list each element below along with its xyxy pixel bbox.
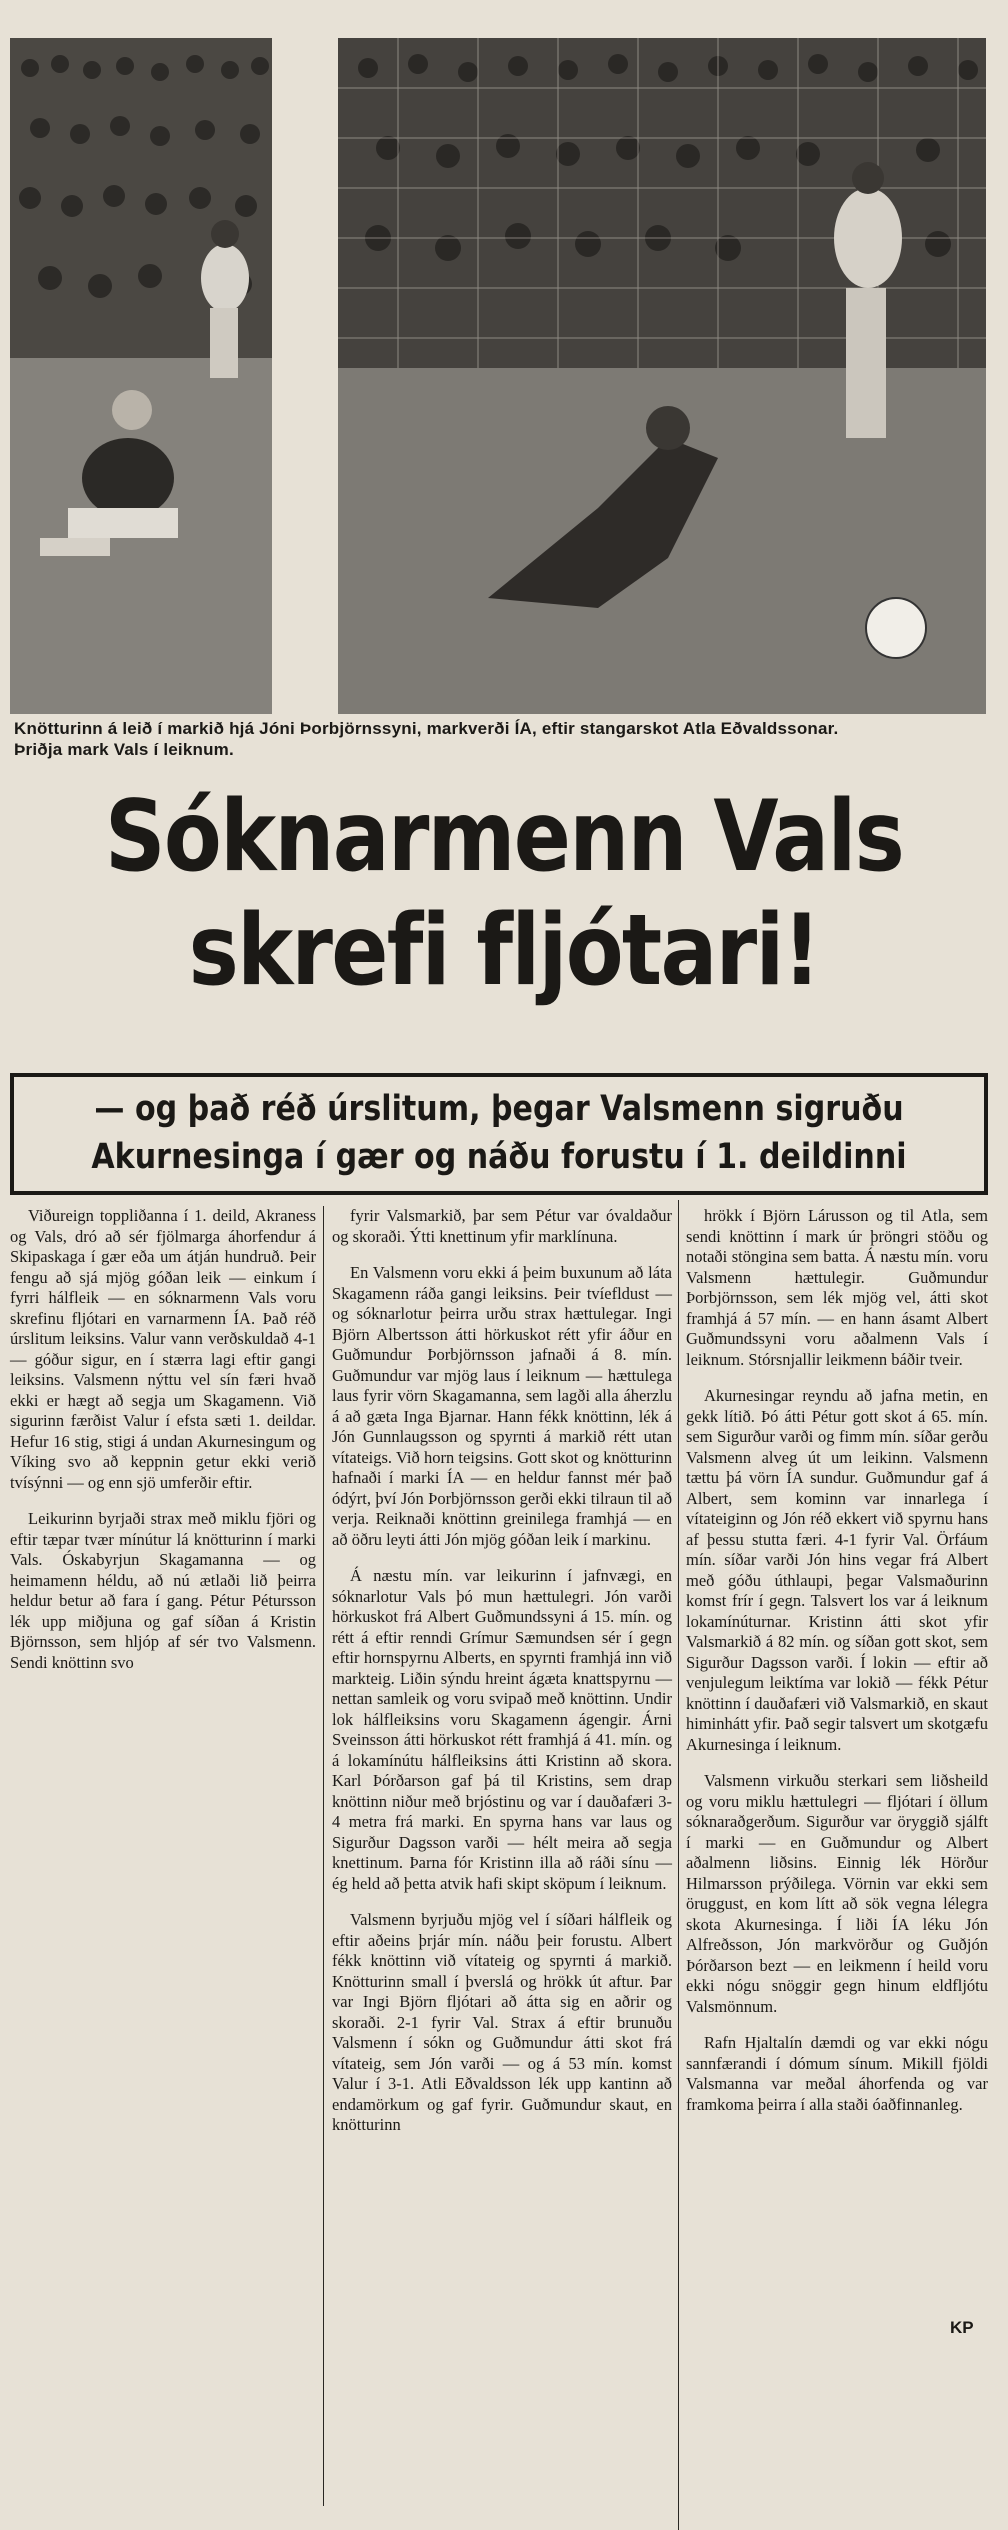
column-divider	[323, 1206, 324, 2506]
match-photo-right	[338, 38, 986, 714]
caption-line-1: Knötturinn á leið í markið hjá Jóni Þorbjörnssyni, markverði ÍA, eftir stangarskot Atla Eðvaldssonar.	[14, 719, 839, 738]
subheadline-line-1: — og það réð úrslitum, þegar Valsmenn sigruðu	[94, 1089, 904, 1129]
caption-line-2: Þriðja mark Vals í leiknum.	[14, 740, 234, 759]
paragraph: En Valsmenn voru ekki á þeim buxunum að láta Skagamenn ráða gangi leiksins. Þeir tvíefldust — og sóknarlotur þeirra urðu strax hættulegar. Ingi Björn Albertsson átti hörkuskot rétt yfir áður en Guðmundur Þorbjörnsson jafnaði á 8. mín. Guðmundur var mjög laus í leiknum — hættulega laus fyrir vörn Skagamanna, sem lagði alla áherzlu á að gæta Inga Bjarnar. Hann fékk knöttinn, lék á Jón Gunnlaugsson og spyrnti á markið rétt utan vítateigs. Við horn teigsins. Gott skot og knötturinn hafnaði í marki ÍA — en heldur fannst mér það ódýrt, því Jón Þorbjörnsson gerði ekki tilraun til að verja. Reiknaði knöttinn greinilega framhjá — en að öðru leyti átti Jón mjög góðan leik í markinu.	[332, 1263, 672, 1549]
photo-caption	[14, 718, 934, 760]
paragraph: Valsmenn virkuðu sterkari sem liðsheild og voru miklu hættulegri — fljótari í öllum sóknaraðgerðum. Sigurður var öryggið sjálft í marki — en Guðmundur og Albert aðalmenn liðsins. Einnig lék Hörður Hilmarsson prýðilega. Vörnin var ekki sem öruggust, en kom lítt að sök vegna lélegra skota Akurnesinga. Í liði ÍA léku Jón Alfreðsson, Jón markvörður og Guðjón Þórðarson bezt — en leikmenn í heild voru ekki nógu snöggir gegn hinum eldfljótu Valsmönnum.	[686, 1771, 988, 2016]
headline-line-2: skrefi fljótari!	[188, 894, 820, 1008]
paragraph: Akurnesingar reyndu að jafna metin, en gekk lítið. Þó átti Pétur gott skot á 65. mín. sem Sigurður varði og fimm mín. síðar gerðu Valsmenn alveg út um leikinn. Valsmenn tættu þá vörn ÍA sundur. Guðmundur gaf á Albert, sem kominn var innarlega í vítateiginn og Jón réð ekkert við spyrnu hans af þessu stutta færi. 4-1 fyrir Val. Örfáum mín. síðar varði Jón hins vegar frá Albert með góðu úthlaupi, þegar Valsmaðurinn komst frír í gegn. Talsvert los var á leiknum lokamínúturnar. Kristinn átti skot yfir Valsmarkið á 82 mín. og síðan gott skot, sem Sigurður Dagsson varði. Í lokin — eftir að venjulegum leiktíma var lokið — fékk Pétur knöttinn í dauðafæri við Valsmarkið, en skaut himinhátt yfir. Það segir talsvert um skotgæfu Akurnesinga í leiknum.	[686, 1386, 989, 1754]
paragraph: fyrir Valsmarkið, þar sem Pétur var óvaldaður og skoraði. Ýtti knettinum yfir marklínuna.	[332, 1206, 672, 1246]
headline-line-1: Sóknarmenn Vals	[104, 780, 904, 894]
paragraph: Valsmenn byrjuðu mjög vel í síðari hálfleik og eftir aðeins þrjár mín. náðu þeir forustu. Albert fékk knöttinn við vítateig og spyrnti á markið. Knötturinn small í þverslá og hrökk út aftur. Þar var Ingi Björn fljótari að átta sig en aðrir og skoraði. 2-1 fyrir Val. Strax á eftir brunuðu Valsmenn í sókn og Guðmundur átti skot frá vítateig, sem Jón varði — og á 53 mín. komst Valur í 3-1. Atli Eðvaldsson lék upp kantinn að endamörkum og gaf fyrir. Guðmundur skaut, en knötturinn	[332, 1910, 672, 2134]
column-divider	[678, 1200, 679, 2530]
article-column-3	[686, 1206, 988, 2131]
paragraph: Viðureign toppliðanna í 1. deild, Akraness og Vals, dró að sér fjölmarga áhorfendur á Skipaskaga í gær eða um átján hundruð. Þeir fengu að sjá mjög góðan leik — einkum í fyrri hálfleik — en sóknarmenn Vals voru skrefinu fljótari en varnarmenn ÍA. Það réð úrslitum leiksins. Valur vann verðskuldað 4-1 — góður sigur, en í stærra lagi eftir gangi leiksins. Valsmenn nýttu vel sín færi hvað ekki er hægt að segja um Skagamenn. Við sigurinn færðist Valur í efsta sæti 1. deildar. Hefur 16 stig, stigi á undan Akurnesingum og Víking svo að keppnin getur ekki verið tvísýnni — og enn sjö umferðir eftir.	[10, 1206, 316, 1492]
paragraph: Leikurinn byrjaði strax með miklu fjöri og eftir tæpar tvær mínútur lá knötturinn í marki Vals. Óskabyrjun Skagamanna — og heimamenn héldu, að nú ætlaði lið þeirra heldur betur að fara í gang. Pétur Pétursson lék upp miðjuna og gaf síðan á Kristin Björnsson, sem hljóp af sér tvo Valsmenn. Sendi knöttinn svo	[10, 1509, 316, 1672]
paragraph: hrökk í Björn Lárusson og til Atla, sem sendi knöttinn í mark úr þröngri stöðu og notaði stöngina sem batta. Á næstu mín. voru Valsmenn hættulegir. Guðmundur Þorbjörnsson, sem lék mjög vel, átti skot framhjá á 57 mín. — en hann ásamt Albert Guðmundssyni voru aðalmenn Vals í leiknum. Stórsnjallir leikmenn báðir tveir.	[686, 1206, 988, 1369]
subheadline-line-2: Akurnesinga í gær og náðu forustu í 1. deildinni	[91, 1137, 907, 1177]
match-photo-left	[10, 38, 272, 714]
article-column-2	[332, 1206, 672, 2152]
article-column-1	[10, 1206, 316, 1689]
author-signature: KP	[950, 2318, 974, 2337]
subheadline-box	[10, 1073, 988, 1195]
paragraph: Rafn Hjaltalín dæmdi og var ekki nógu sannfærandi í dómum sínum. Mikill fjöldi Valsmanna var meðal áhorfenda og var framkoma þeirra í alla staði óaðfinnanleg.	[686, 2033, 988, 2114]
headline	[71, 780, 938, 1008]
paragraph: Á næstu mín. var leikurinn í jafnvægi, en sóknarlotur Vals þó mun hættulegri. Jón varði hörkuskot frá Albert Guðmundssyni á 15. mín. og rétt á eftir renndi Grímur Sæmundsen sér í gegn eftir hornspyrnu Alberts, en spyrnti framhjá inn við markteig. Liðin sýndu hreint ágæta knattspyrnu — nettan samleik og voru svipað með knöttinn. Undir lok hálfleiksins voru Skagamenn ágengir. Árni Sveinsson átti hörkuskot rétt framhjá á 41. mín. og á lokamínútu hálfleiksins átti Kristinn að skora. Karl Þórðarson gaf þá til Kristins, sem drap knöttinn niður með brjóstinu og var í dauðafæri 3-4 metra frá marki. En spyrna hans var laus og Sigurður Dagsson varði — hélt meira að segja knettinum. Þarna fór Kristinn illa að ráði sínu — ég held að þetta atvik hafi skipt sköpum í leiknum.	[332, 1566, 672, 1893]
